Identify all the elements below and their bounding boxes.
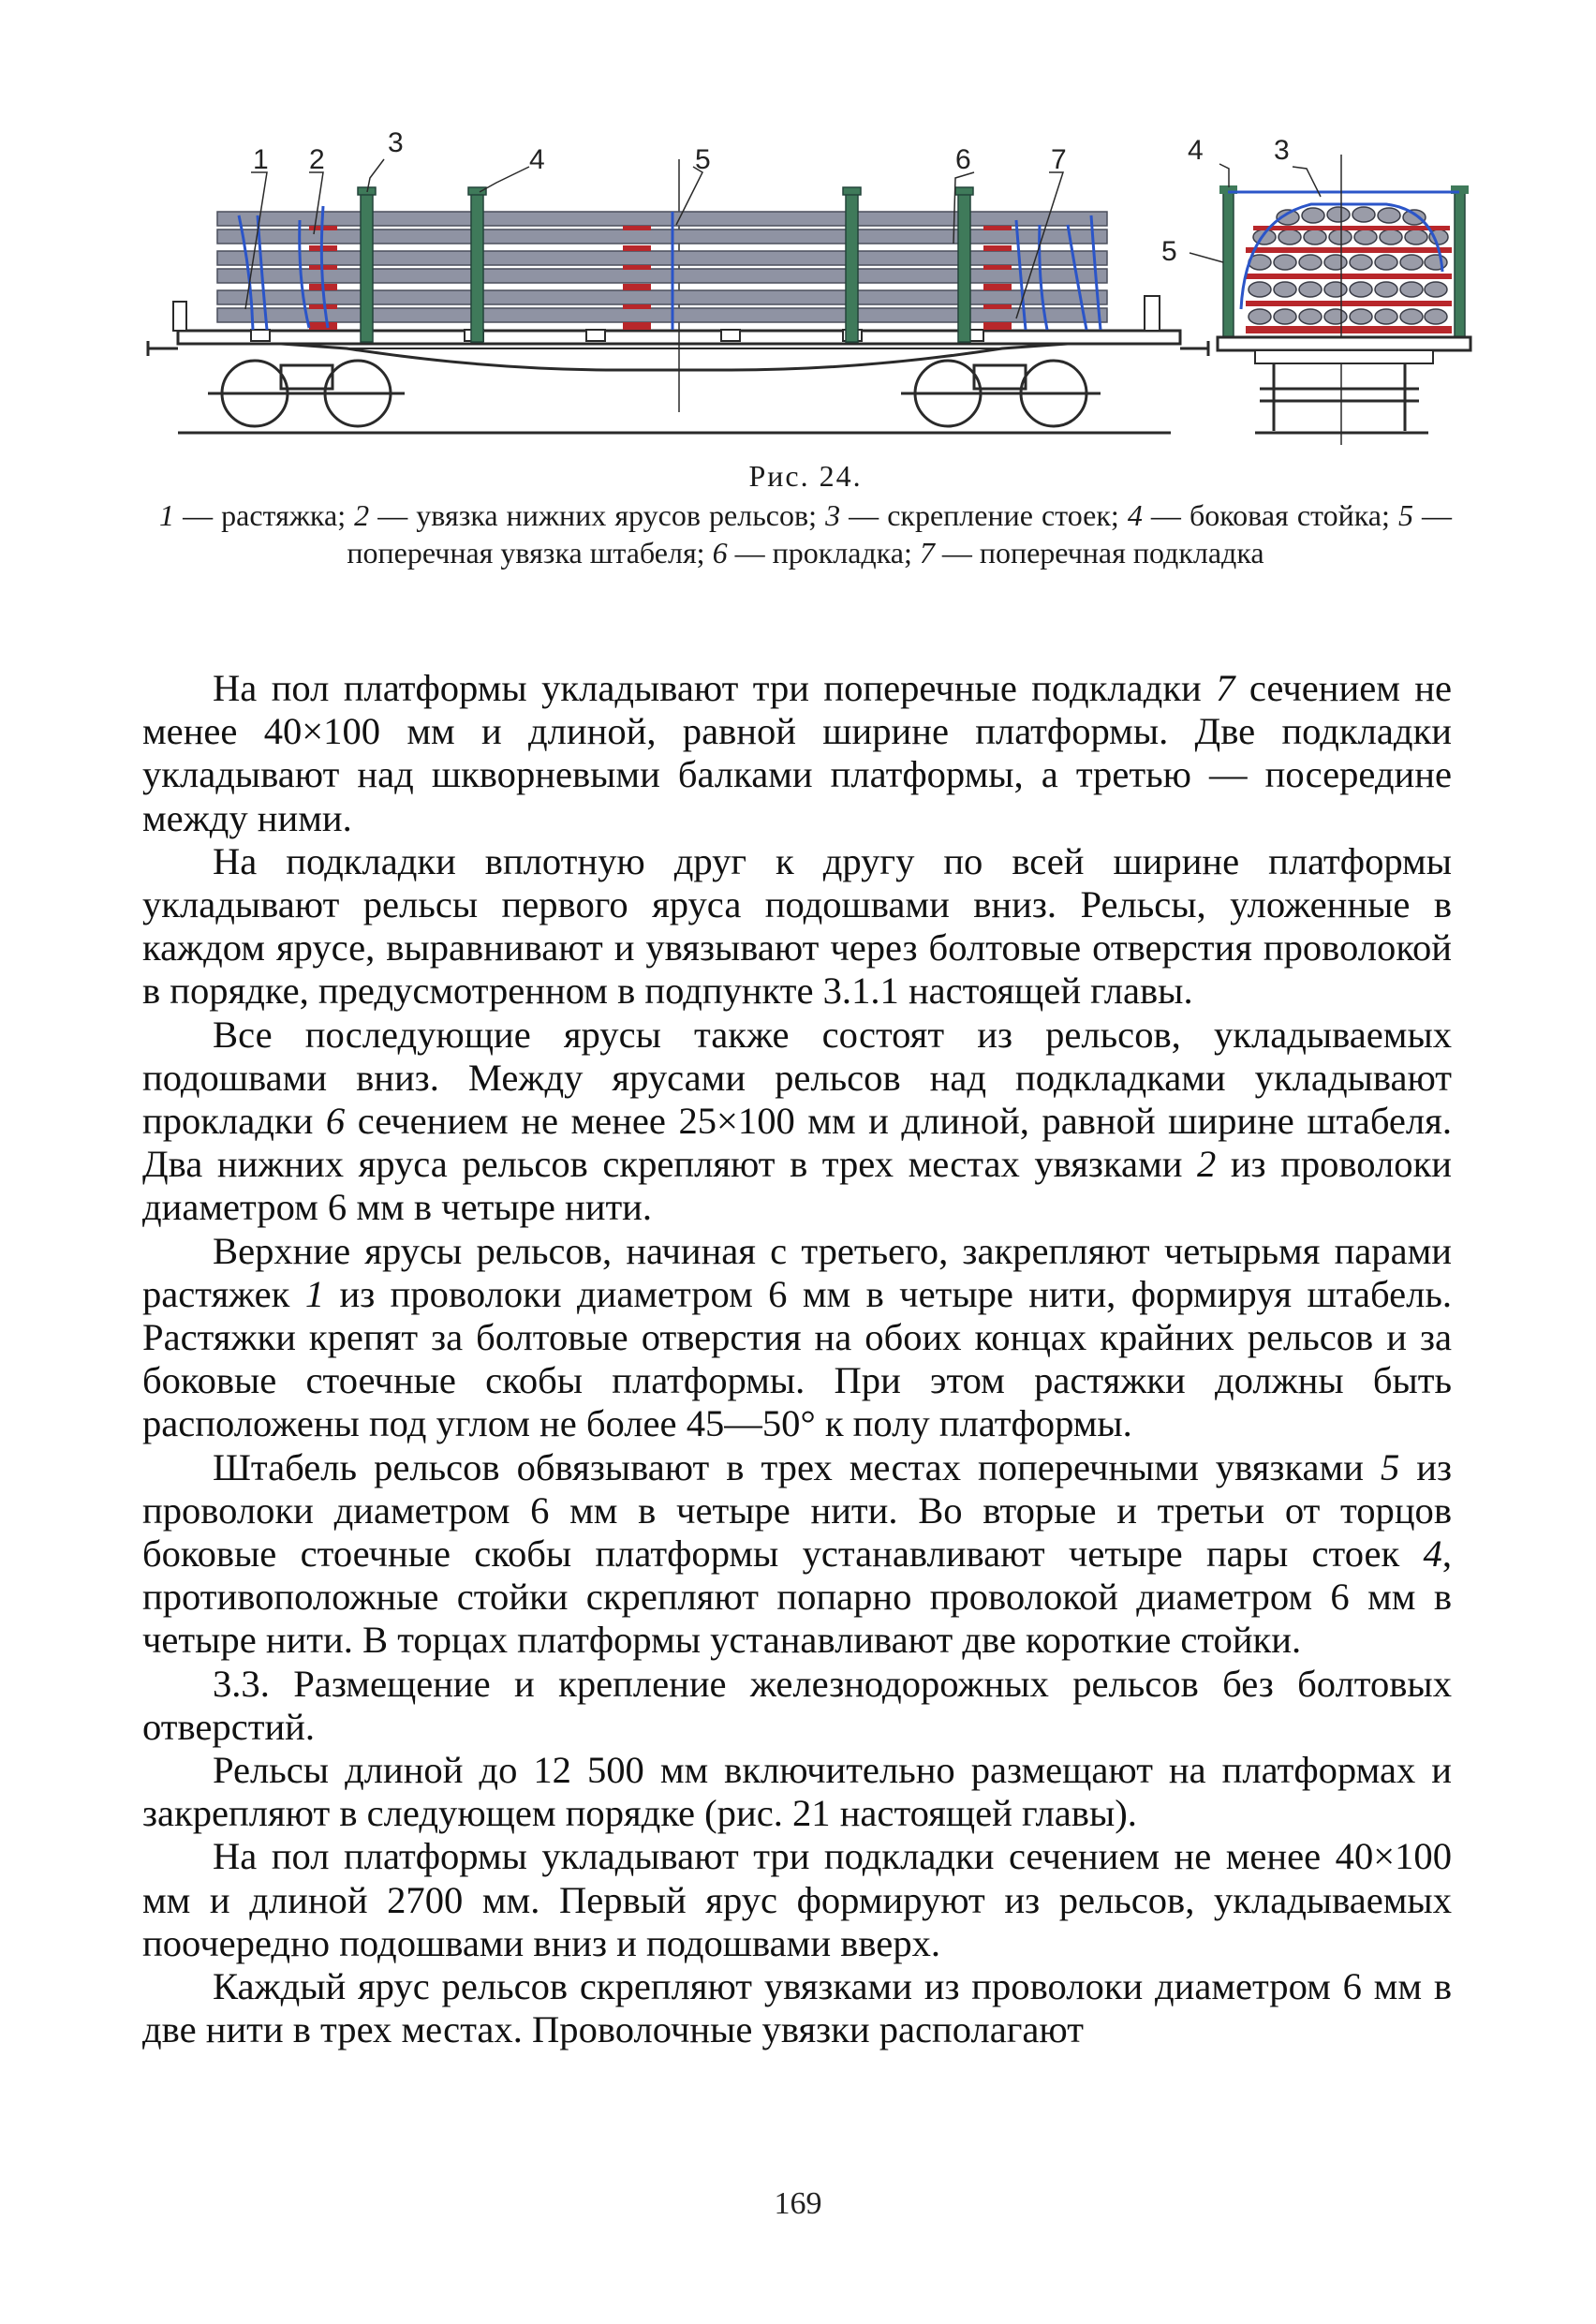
ref-number: 1 — [304, 1272, 325, 1315]
text-run: из проволоки диаметром 6 мм в четыре нити, формируя штабель. Растяжки крепят за болтовые отверстия на обоих концах крайних рельсов и за боковые стоечные скобы платформы. При этом растяжки должны быть расположены под углом не более 45—50° к полу платформы. — [142, 1272, 1452, 1445]
label-3: 3 — [388, 127, 404, 158]
text-run: из проволоки диаметром 6 мм в четыре нити. Во вторые и третьи от торцов боковые стоечные скобы платформы устанавливают четыре пары стоек — [142, 1445, 1452, 1576]
body-text — [142, 667, 1452, 2052]
side-view — [148, 127, 1208, 433]
page-number: 169 — [774, 2186, 822, 2221]
figure-24 — [0, 0, 1596, 450]
ref-number: 4 — [1423, 1532, 1442, 1576]
ref-number: 7 — [1216, 667, 1235, 709]
label-2: 2 — [309, 144, 325, 175]
paragraph — [142, 1230, 1452, 1446]
paragraph: Рельсы длиной до 12 500 мм включительно размещают на платформах и закрепляют в следующем порядке (рис. 21 настоящей главы). — [142, 1749, 1452, 1835]
legend-num: 6 — [712, 536, 728, 570]
paragraph: Каждый ярус рельсов скрепляют увязками из проволоки диаметром 6 мм в две нити в трех местах. Проволочные увязки располагают — [142, 1965, 1452, 2051]
legend-num: 7 — [919, 536, 935, 570]
legend-text: — поперечная увязка штабеля; — [347, 498, 1453, 570]
text-run: Все последующие ярусы также состоят из рельсов, укладываемых подошвами вниз. Между ярусами рельсов над подкладками укладывают прокладки — [142, 1013, 1452, 1143]
text-run: из проволоки диаметром 6 мм в четыре нити. — [142, 1143, 1453, 1229]
end-view — [1161, 135, 1470, 445]
rail-stack — [217, 212, 1107, 322]
paragraph — [142, 1014, 1452, 1230]
legend-text: — увязка нижних ярусов рельсов; — [369, 498, 826, 532]
label-5: 5 — [695, 144, 711, 175]
figure-caption-title: Рис. 24. — [748, 459, 863, 493]
end-label-3: 3 — [1274, 135, 1290, 166]
paragraph — [142, 1446, 1452, 1663]
ref-number: 5 — [1380, 1445, 1400, 1488]
text-run: сечением не менее 40×100 мм и длиной, равной ширине платформы. Две подкладки укладывают над шкворневыми балками платформы, а третью — посередине между ними. — [142, 667, 1453, 839]
label-4: 4 — [529, 144, 545, 175]
figure-caption-legend — [159, 496, 1452, 571]
legend-text: — боковая стойка; — [1142, 498, 1398, 532]
paragraph: На пол платформы укладывают три подкладки сечением не менее 40×100 мм и длиной 2700 мм. Первый ярус формируют из рельсов, укладываемых поочередно подошвами вниз и подошвами вверх. — [142, 1835, 1452, 1964]
legend-num: 1 — [159, 498, 174, 532]
section-heading: 3.3. Размещение и крепление железнодорожных рельсов без болтовых отверстий. — [142, 1662, 1452, 1748]
rail-platform-drawing — [0, 0, 1596, 450]
legend-text: — поперечная подкладка — [934, 536, 1264, 570]
ref-number: 6 — [325, 1100, 346, 1143]
label-1: 1 — [253, 144, 269, 175]
legend-num: 4 — [1127, 498, 1143, 532]
end-label-5: 5 — [1161, 236, 1177, 267]
legend-text: — скрепление стоек; — [840, 498, 1128, 532]
ref-number: 2 — [1197, 1143, 1217, 1186]
text-run: , противоположные стойки скрепляют попарно проволокой диаметром 6 мм в четыре нити. В торцах платформы устанавливают две короткие стойки. — [142, 1532, 1452, 1662]
text-run: Штабель рельсов обвязывают в трех местах поперечными увязками — [213, 1445, 1381, 1488]
legend-num: 2 — [354, 498, 370, 532]
legend-num: 5 — [1397, 498, 1413, 532]
end-label-4: 4 — [1188, 135, 1204, 166]
text-run: На пол платформы укладывают три поперечные подкладки — [213, 667, 1217, 709]
legend-text: — растяжка; — [174, 498, 355, 532]
text-run: Верхние ярусы рельсов, начиная с третьего, закрепляют четырьмя парами растяжек — [142, 1229, 1452, 1315]
label-7: 7 — [1051, 144, 1067, 175]
paragraph — [142, 667, 1452, 840]
text-run: сечением не менее 25×100 мм и длиной, равной ширине штабеля. Два нижних яруса рельсов скрепляют в трех местах увязками — [142, 1100, 1452, 1186]
legend-text: — прокладка; — [727, 536, 920, 570]
legend-num: 3 — [825, 498, 841, 532]
label-6: 6 — [955, 144, 971, 175]
paragraph: На подкладки вплотную друг к другу по всей ширине платформы укладывают рельсы первого яруса подошвами вниз. Рельсы, уложенные в каждом ярусе, выравнивают и увязывают через болтовые отверстия проволокой в порядке, предусмотренном в подпункте 3.1.1 настоящей главы. — [142, 839, 1452, 1013]
